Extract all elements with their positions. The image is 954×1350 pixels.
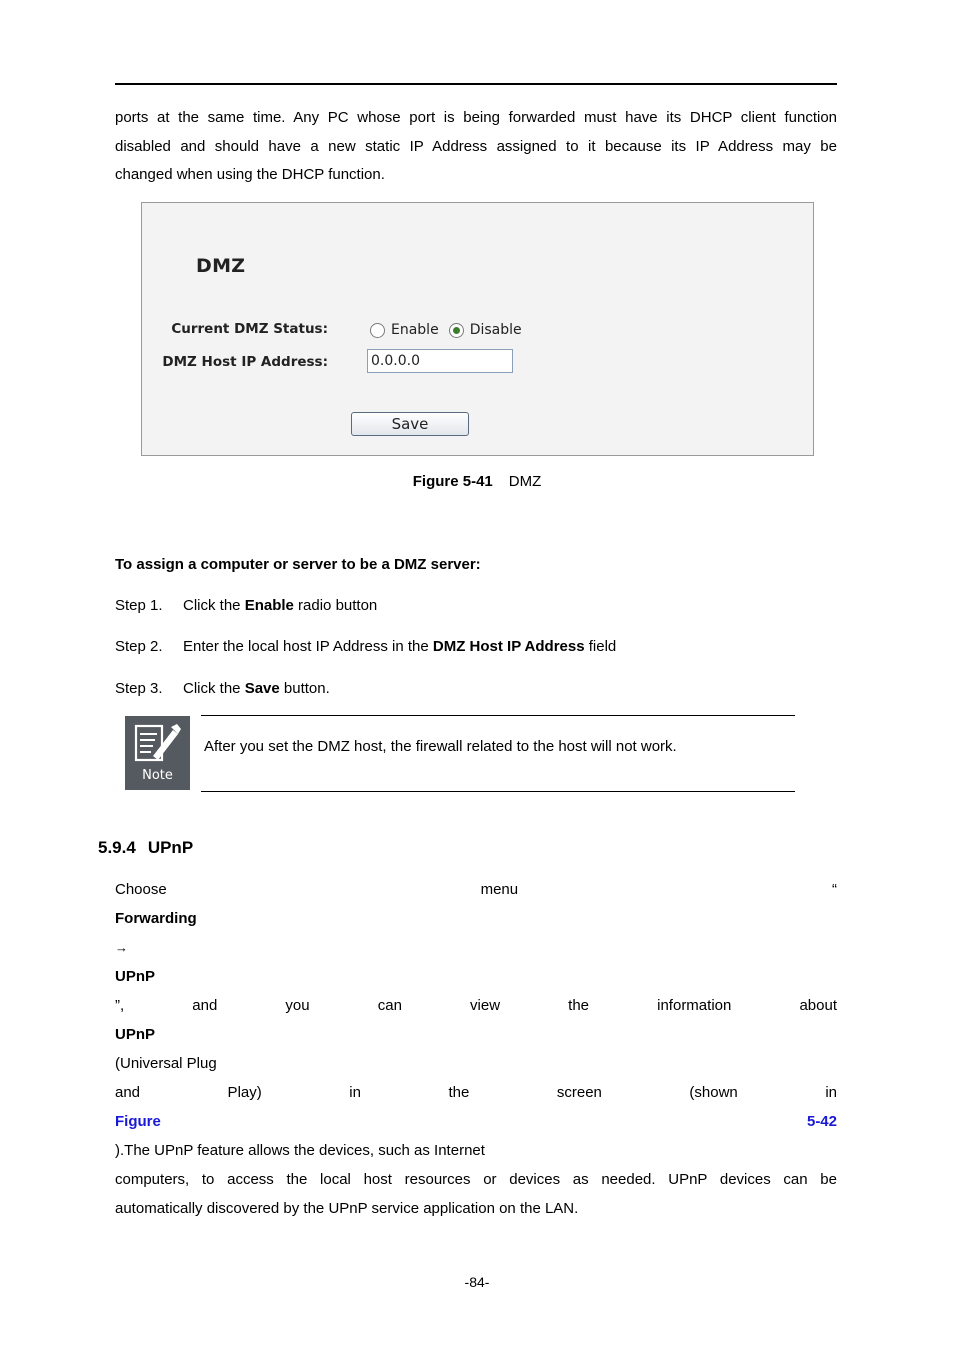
caption-number: Figure 5-41	[412, 473, 493, 490]
section-title: UPnP	[147, 838, 194, 857]
section-heading	[98, 838, 193, 858]
menu-upnp: UPnP	[115, 968, 156, 985]
step-number: Step 1.	[115, 597, 163, 614]
step-number: Step 2.	[115, 638, 163, 655]
save-button[interactable]: Save	[351, 412, 469, 436]
instructions-heading: To assign a computer or server to be a DMZ server:	[115, 556, 481, 573]
step-text: field	[584, 638, 617, 655]
section-number: 5.9.4	[98, 838, 136, 857]
dmz-host-ip-label: DMZ Host IP Address:	[162, 354, 328, 370]
dmz-figure	[141, 202, 814, 456]
bold-term: UPnP	[115, 1026, 156, 1043]
step-item	[115, 680, 330, 697]
text-run: ).The UPnP feature allows the devices, such as Internet	[115, 1142, 485, 1159]
disable-radio-label[interactable]: Disable	[469, 322, 522, 338]
disable-radio[interactable]	[449, 323, 464, 338]
enable-radio[interactable]	[370, 323, 385, 338]
step-item	[115, 597, 377, 614]
header-rule	[115, 83, 837, 85]
dmz-status-radio-group	[370, 322, 532, 338]
upnp-line: computers, to access the local host resources or devices as needed. UPnP devices can be	[115, 1171, 837, 1188]
text-run: ”, and you can view the information about	[115, 997, 837, 1014]
figure-caption	[0, 473, 954, 490]
note-icon	[125, 716, 190, 790]
menu-forwarding: Forwarding	[115, 910, 197, 927]
step-text: Enter the local host IP Address in the	[183, 638, 433, 655]
upnp-line	[115, 1078, 837, 1165]
intro-line: disabled and should have a new static IP Address assigned to it because its IP Address may be	[115, 137, 837, 155]
step-bold: DMZ Host IP Address	[432, 638, 585, 655]
dmz-host-ip-input[interactable]	[367, 349, 513, 373]
intro-line: ports at the same time. Any PC whose port is being forwarded must have its DHCP client function	[115, 109, 837, 126]
dmz-title: DMZ	[196, 255, 246, 277]
step-number: Step 3.	[115, 680, 163, 697]
caption-text: DMZ	[508, 473, 542, 490]
text-run: Choose menu “	[115, 881, 837, 898]
step-bold: Enable	[244, 597, 294, 614]
page-number: -84-	[464, 1274, 490, 1290]
note-label: Note	[142, 768, 173, 783]
note-bottom-rule	[201, 791, 795, 792]
step-item	[115, 638, 616, 655]
note-text: After you set the DMZ host, the firewall related to the host will not work.	[204, 738, 677, 755]
intro-line: changed when using the DHCP function.	[115, 166, 385, 183]
upnp-line	[115, 875, 837, 1078]
step-text: radio button	[293, 597, 378, 614]
step-text: Click the	[183, 680, 245, 697]
text-run: and Play) in the screen (shown in	[115, 1084, 837, 1101]
intro-paragraph	[115, 104, 837, 190]
enable-radio-label[interactable]: Enable	[391, 322, 439, 338]
note-pencil-icon	[133, 722, 183, 766]
text-run: (Universal Plug	[115, 1055, 217, 1072]
step-bold: Save	[244, 680, 280, 697]
step-text: button.	[279, 680, 330, 697]
upnp-paragraph	[115, 875, 837, 1223]
step-text: Click the	[183, 597, 245, 614]
figure-5-42-link[interactable]: Figure 5-42	[115, 1113, 837, 1130]
dmz-status-label: Current DMZ Status:	[171, 321, 328, 337]
note-top-rule	[201, 715, 795, 716]
arrow-right-icon: →	[115, 940, 128, 955]
upnp-line: automatically discovered by the UPnP service application on the LAN.	[115, 1200, 579, 1217]
